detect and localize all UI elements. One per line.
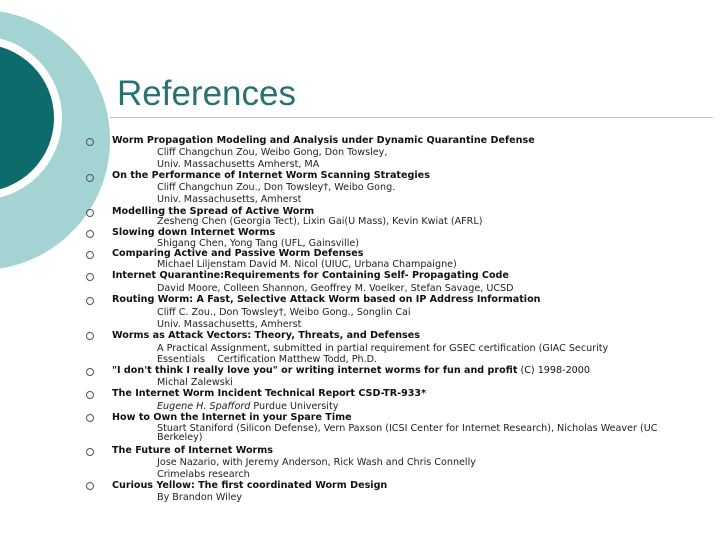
- reference-detail: Cliff Changchun Zou, Weibo Gong, Don Towsley,: [157, 147, 388, 158]
- title-divider: [110, 117, 713, 118]
- reference-title: Worm Propagation Modeling and Analysis under Dynamic Quarantine Defense: [112, 135, 535, 146]
- decorative-circles-graphic: [0, 0, 110, 330]
- reference-title: On the Performance of Internet Worm Scanning Strategies: [112, 170, 430, 181]
- reference-title: Slowing down Internet Worms: [112, 227, 276, 238]
- reference-detail: David Moore, Colleen Shannon, Geoffrey M. Voelker, Stefan Savage, UCSD: [157, 283, 514, 294]
- reference-detail: Michal Zalewski: [157, 377, 233, 388]
- reference-title: Comparing Active and Passive Worm Defenses: [112, 248, 364, 259]
- reference-title-suffix: (C) 1998-2000: [517, 365, 590, 376]
- bullet-icon: [86, 230, 94, 238]
- reference-detail: Jose Nazario, with Jeremy Anderson, Rick Wash and Chris Connelly: [157, 457, 476, 468]
- bullet-icon: [86, 482, 94, 490]
- reference-title: The Internet Worm Incident Technical Report CSD-TR-933*: [112, 388, 427, 399]
- reference-title: "I don't think I really love you" or writing internet worms for fun and profit: [112, 365, 518, 376]
- page-title: References: [117, 74, 296, 113]
- reference-detail: Essentials Certification Matthew Todd, Ph.D.: [157, 354, 378, 365]
- reference-author: Eugene H. Spafford: [157, 401, 251, 412]
- reference-detail: Cliff C. Zou., Don Towsley†, Weibo Gong., Songlin Cai: [157, 307, 411, 318]
- reference-detail: Shigang Chen, Yong Tang (UFL, Gainsville): [157, 238, 360, 249]
- bullet-icon: [86, 138, 94, 146]
- reference-detail: Michael Liljenstam David M. Nicol (UIUC, Urbana Champaigne): [157, 259, 457, 270]
- bullet-icon: [86, 391, 94, 399]
- bullet-icon: [86, 251, 94, 259]
- reference-detail: Univ. Massachusetts, Amherst: [157, 319, 302, 330]
- reference-title: Curious Yellow: The first coordinated Worm Design: [112, 480, 388, 491]
- bullet-icon: [86, 448, 94, 456]
- reference-title: Modelling the Spread of Active Worm: [112, 206, 315, 217]
- reference-title: The Future of Internet Worms: [112, 445, 273, 456]
- reference-title: Internet Quarantine:Requirements for Containing Self- Propagating Code: [112, 270, 509, 281]
- reference-title: How to Own the Internet in your Spare Time: [112, 412, 352, 423]
- reference-title: Worms as Attack Vectors: Theory, Threats, and Defenses: [112, 330, 420, 341]
- bullet-icon: [86, 368, 94, 376]
- reference-detail: Zesheng Chen (Georgia Tect), Lixin Gai(U Mass), Kevin Kwiat (AFRL): [157, 216, 483, 227]
- reference-detail: Crimelabs research: [157, 469, 250, 480]
- bullet-icon: [86, 174, 94, 182]
- reference-detail: Stuart Staniford (Silicon Defense), Vern Paxson (ICSI Center for Internet Research), Nicholas Weaver (UC Berkeley): [157, 423, 658, 443]
- reference-affiliation: Purdue University: [250, 401, 339, 412]
- reference-detail: Univ. Massachusetts Amherst, MA: [157, 159, 320, 170]
- reference-detail: Univ. Massachusetts, Amherst: [157, 194, 302, 205]
- bullet-icon: [86, 273, 94, 281]
- bullet-icon: [86, 297, 94, 305]
- bullet-icon: [86, 332, 94, 340]
- reference-detail: By Brandon Wiley: [157, 492, 243, 503]
- bullet-icon: [86, 209, 94, 217]
- reference-title: Routing Worm: A Fast, Selective Attack Worm based on IP Address Information: [112, 294, 541, 305]
- reference-detail: Cliff Changchun Zou., Don Towsley†, Weibo Gong.: [157, 182, 396, 193]
- reference-title-line: [112, 365, 590, 376]
- bullet-icon: [86, 414, 94, 422]
- reference-detail-line: [157, 401, 338, 412]
- reference-detail: A Practical Assignment, submitted in partial requirement for GSEC certification (GIAC Security: [157, 343, 609, 354]
